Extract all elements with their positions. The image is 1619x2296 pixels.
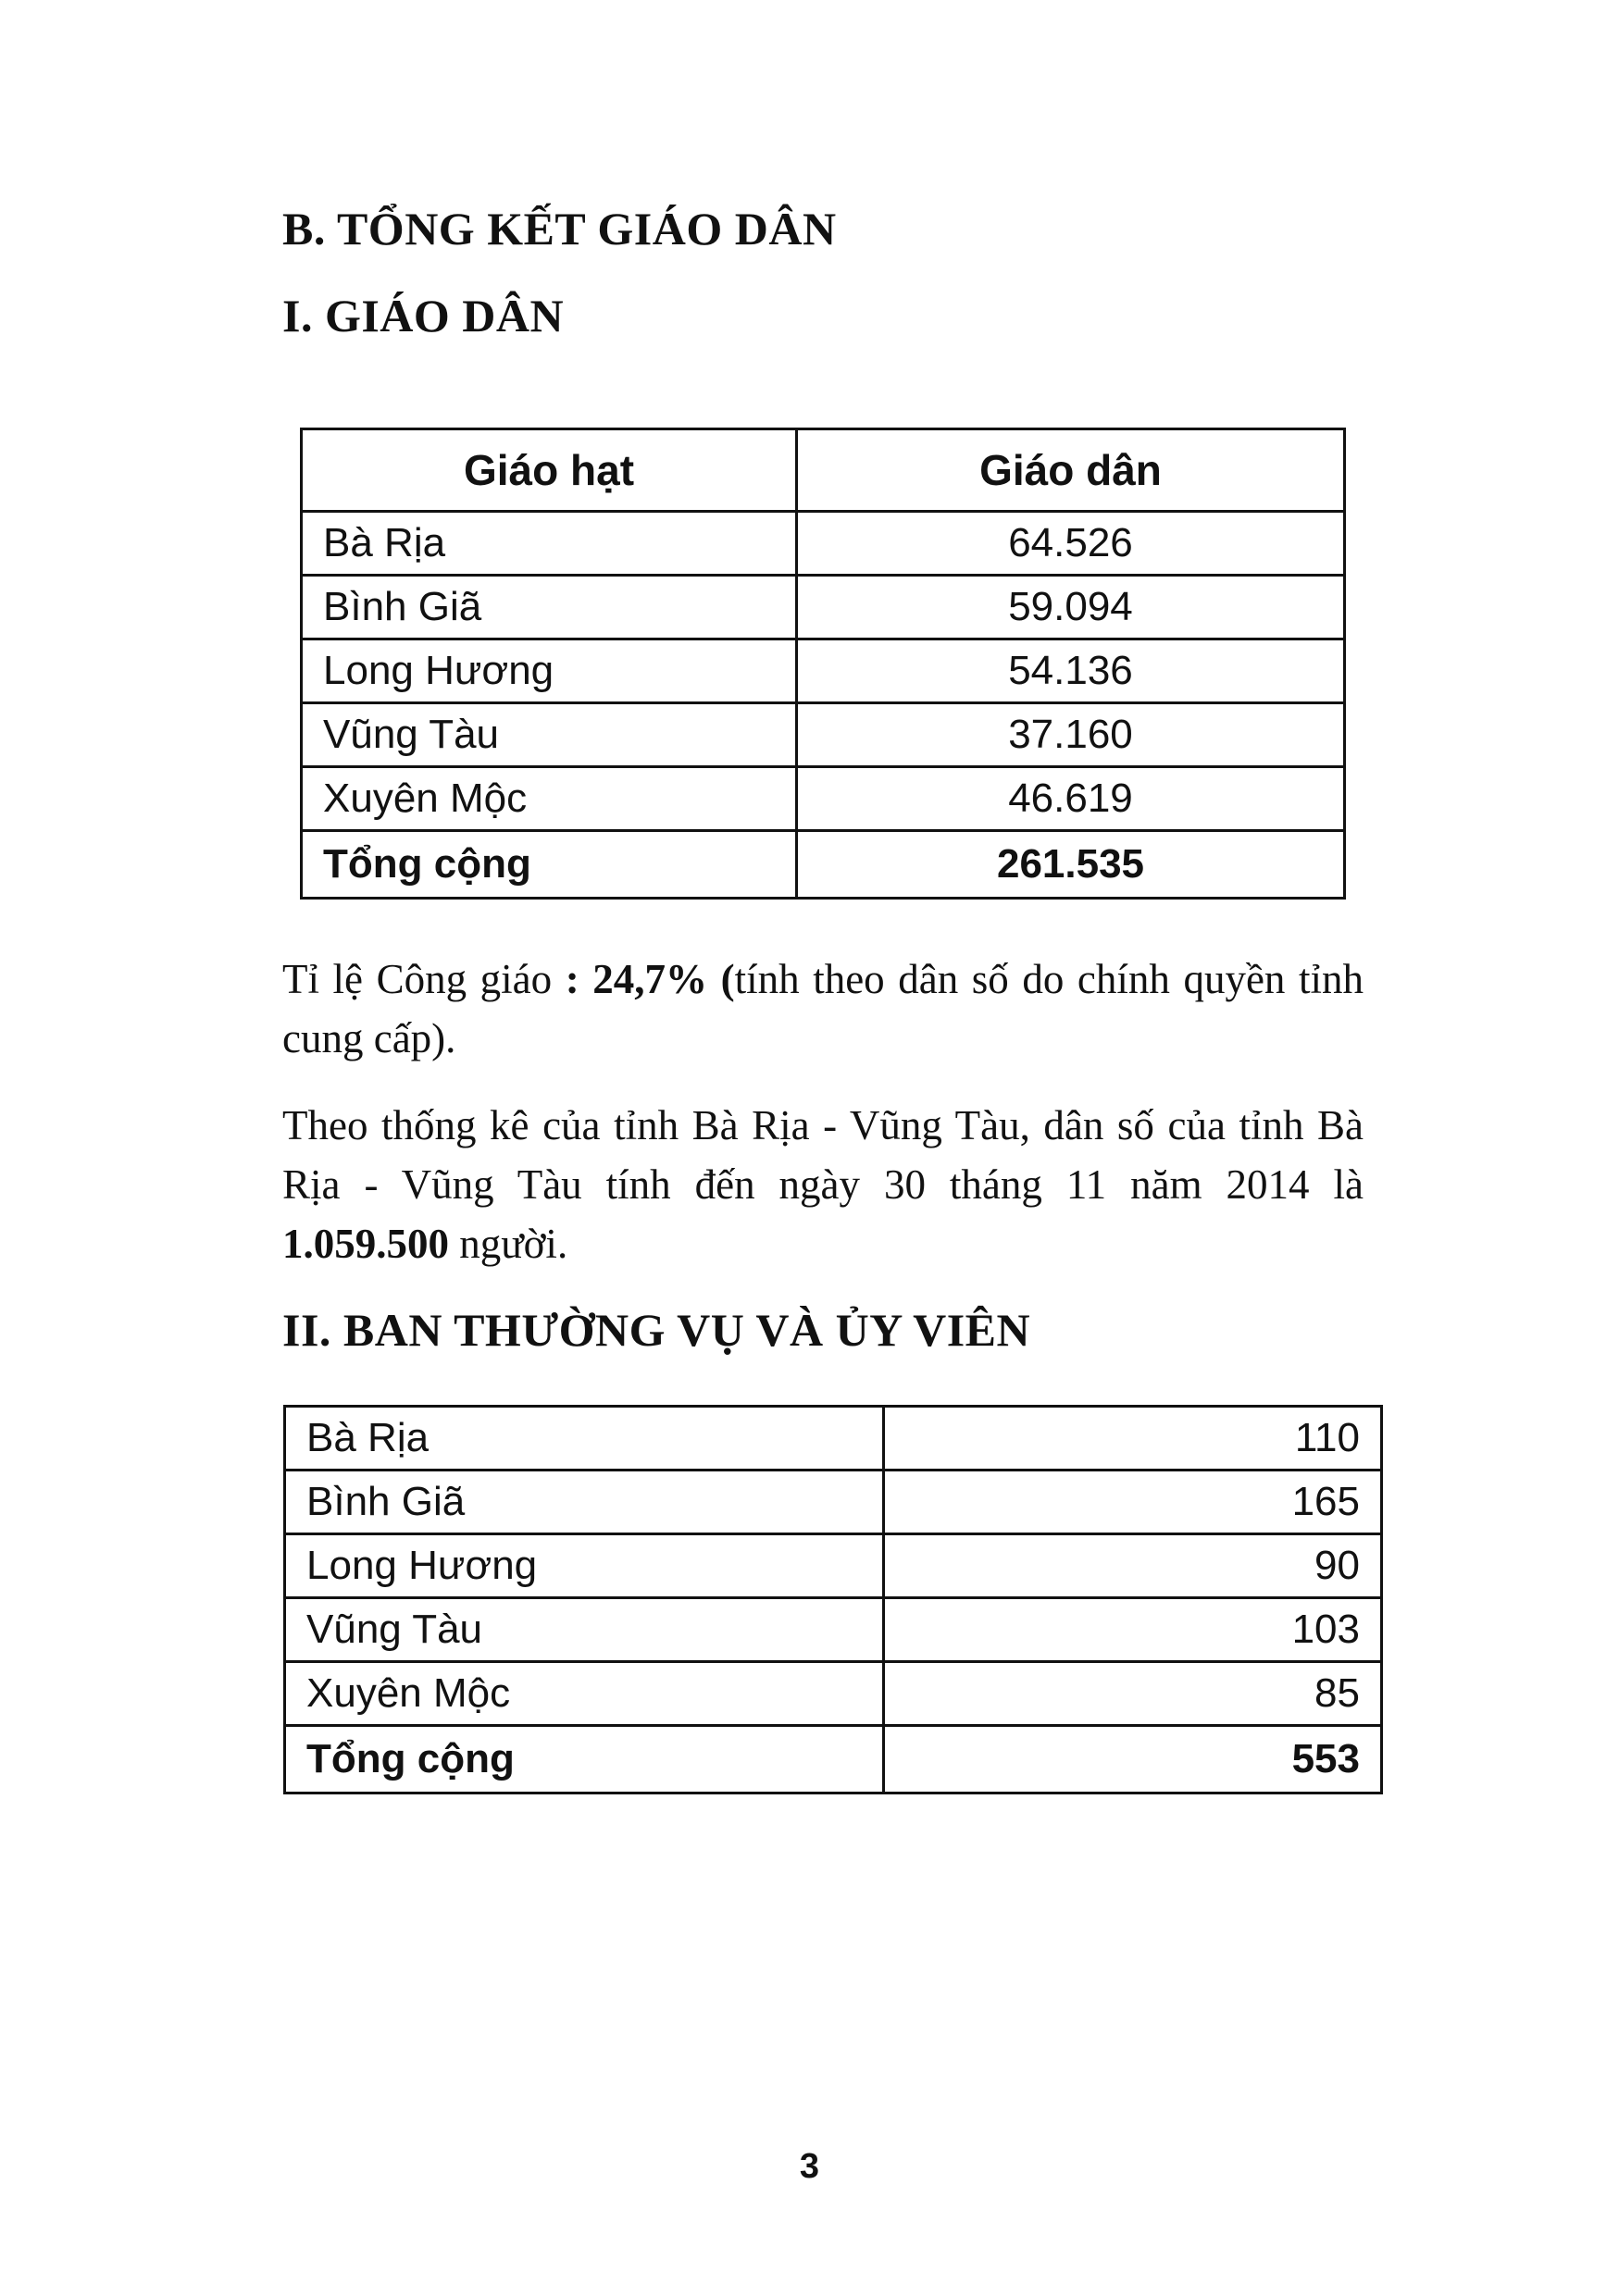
row-name: Xuyên Mộc bbox=[285, 1662, 884, 1726]
row-value: 46.619 bbox=[797, 767, 1345, 831]
row-name: Xuyên Mộc bbox=[302, 767, 797, 831]
rate-colon: : bbox=[565, 956, 579, 1002]
population-text: Theo thống kê của tỉnh Bà Rịa - Vũng Tàu, dân số của tỉnh Bà Rịa - Vũng Tàu tính đến ngày 30 tháng 11 năm 2014 là bbox=[282, 1102, 1364, 1208]
row-value: 103 bbox=[884, 1598, 1382, 1662]
population-suffix: người. bbox=[449, 1221, 568, 1267]
table-row bbox=[285, 1471, 1382, 1534]
column-header-parishioners: Giáo dân bbox=[797, 429, 1345, 512]
row-value: 90 bbox=[884, 1534, 1382, 1598]
rate-open-paren: ( bbox=[707, 956, 735, 1002]
total-value: 261.535 bbox=[797, 831, 1345, 899]
catholic-rate-paragraph bbox=[282, 949, 1364, 1068]
row-name: Vũng Tàu bbox=[302, 703, 797, 767]
section-i-heading: I. GIÁO DÂN bbox=[282, 290, 565, 341]
total-value: 553 bbox=[884, 1726, 1382, 1793]
row-name: Bà Rịa bbox=[302, 512, 797, 576]
table-row bbox=[285, 1598, 1382, 1662]
table-header-row bbox=[302, 429, 1345, 512]
row-value: 37.160 bbox=[797, 703, 1345, 767]
table-row bbox=[302, 512, 1345, 576]
column-header-deanery: Giáo hạt bbox=[302, 429, 797, 512]
table-total-row bbox=[302, 831, 1345, 899]
committee-table bbox=[283, 1405, 1383, 1794]
section-b-heading: B. TỔNG KẾT GIÁO DÂN bbox=[282, 203, 837, 254]
row-name: Bình Giã bbox=[285, 1471, 884, 1534]
table-row bbox=[285, 1534, 1382, 1598]
table-row bbox=[302, 703, 1345, 767]
row-value: 165 bbox=[884, 1471, 1382, 1534]
parishioners-table bbox=[300, 428, 1346, 900]
table-row bbox=[285, 1662, 1382, 1726]
rate-lead-text: Tỉ lệ Công giáo bbox=[282, 956, 566, 1002]
population-value: 1.059.500 bbox=[282, 1221, 449, 1267]
table-row bbox=[302, 767, 1345, 831]
table-total-row bbox=[285, 1726, 1382, 1793]
row-value: 54.136 bbox=[797, 639, 1345, 703]
row-name: Long Hương bbox=[285, 1534, 884, 1598]
table-row bbox=[302, 576, 1345, 639]
row-name: Long Hương bbox=[302, 639, 797, 703]
row-value: 110 bbox=[884, 1407, 1382, 1471]
row-value: 59.094 bbox=[797, 576, 1345, 639]
row-name: Vũng Tàu bbox=[285, 1598, 884, 1662]
row-value: 85 bbox=[884, 1662, 1382, 1726]
population-paragraph bbox=[282, 1096, 1364, 1273]
total-label: Tổng cộng bbox=[285, 1726, 884, 1793]
row-value: 64.526 bbox=[797, 512, 1345, 576]
catholic-rate-value: 24,7% bbox=[579, 956, 708, 1002]
rate-note-text: tính theo dân số do chính quyền tỉnh cung cấp). bbox=[282, 956, 1364, 1061]
section-ii-heading: II. BAN THƯỜNG VỤ VÀ ỦY VIÊN bbox=[282, 1304, 1031, 1356]
page-number: 3 bbox=[799, 2147, 820, 2186]
row-name: Bà Rịa bbox=[285, 1407, 884, 1471]
total-label: Tổng cộng bbox=[302, 831, 797, 899]
row-name: Bình Giã bbox=[302, 576, 797, 639]
table-row bbox=[302, 639, 1345, 703]
table-row bbox=[285, 1407, 1382, 1471]
